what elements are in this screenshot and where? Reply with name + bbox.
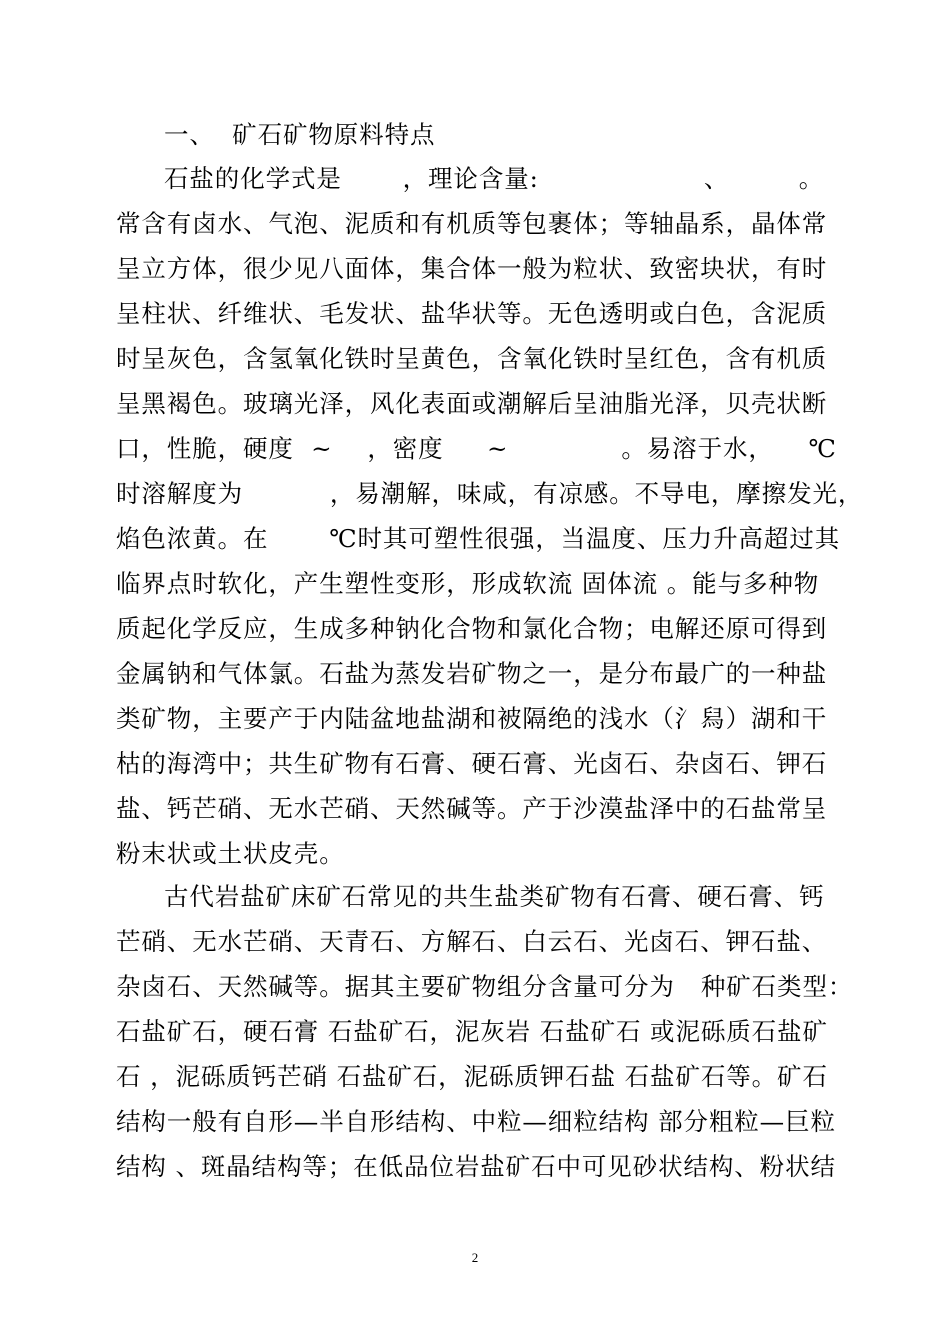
paragraph-1-line-7: 口，性脆，硬度 ~ ，密度 ~ 。易溶于水， ℃ xyxy=(116,434,837,463)
paragraph-1-line-1: 石盐的化学式是 ，理论含量: 、 。 xyxy=(164,164,825,193)
paragraph-2-line-6: 结构一般有自形—半自形结构、中粒—细粒结构 部分粗粒—巨粒 xyxy=(116,1107,836,1136)
paragraph-2-line-7: 结构 、斑晶结构等；在低品位岩盐矿石中可见砂状结构、粉状结 xyxy=(116,1152,836,1181)
paragraph-1-line-4: 呈柱状、纤维状、毛发状、盐华状等。无色透明或白色，含泥质 xyxy=(116,299,828,328)
paragraph-1-line-12: 金属钠和气体氯。石盐为蒸发岩矿物之一，是分布最广的一种盐 xyxy=(116,659,828,688)
paragraph-2-line-4: 石盐矿石，硬石膏 石盐矿石，泥灰岩 石盐矿石 或泥砾质石盐矿 xyxy=(116,1017,828,1046)
paragraph-1-line-16: 粉末状或土状皮壳。 xyxy=(116,839,345,868)
paragraph-1-line-2: 常含有卤水、气泡、泥质和有机质等包裹体；等轴晶系，晶体常 xyxy=(116,209,828,238)
paragraph-2-line-3: 杂卤石、天然碱等。据其主要矿物组分含量可分为 种矿石类型： xyxy=(116,972,854,1001)
paragraph-1-line-11: 质起化学反应，生成多种钠化合物和氯化合物；电解还原可得到 xyxy=(116,614,828,643)
section-heading: 一、 矿石矿物原料特点 xyxy=(164,120,436,149)
paragraph-1-line-6: 呈黑褐色。玻璃光泽，风化表面或潮解后呈油脂光泽，贝壳状断 xyxy=(116,389,828,418)
page-number: 2 xyxy=(471,1250,479,1265)
paragraph-2-line-1: 古代岩盐矿床矿石常见的共生盐类矿物有石膏、硬石膏、钙 xyxy=(164,882,825,911)
paragraph-1-line-15: 盐、钙芒硝、无水芒硝、天然碱等。产于沙漠盐泽中的石盐常呈 xyxy=(116,794,828,823)
paragraph-1-line-10: 临界点时软化，产生塑性变形，形成软流 固体流 。能与多种物 xyxy=(116,569,820,598)
paragraph-1-line-3: 呈立方体，很少见八面体，集合体一般为粒状、致密块状，有时 xyxy=(116,254,828,283)
paragraph-2-line-2: 芒硝、无水芒硝、天青石、方解石、白云石、光卤石、钾石盐、 xyxy=(116,927,828,956)
paragraph-1-line-5: 时呈灰色，含氢氧化铁时呈黄色，含氧化铁时呈红色，含有机质 xyxy=(116,344,828,373)
paragraph-1-line-8: 时溶解度为 ，易潮解，味咸，有凉感。不导电，摩擦发光， xyxy=(116,479,864,508)
paragraph-1-line-13: 类矿物，主要产于内陆盆地盐湖和被隔绝的浅水（氵舄）湖和干 xyxy=(116,704,828,733)
paragraph-1-line-9: 焰色浓黄。在 ℃时其可塑性很强，当温度、压力升高超过其 xyxy=(116,524,841,553)
paragraph-1-line-14: 枯的海湾中；共生矿物有石膏、硬石膏、光卤石、杂卤石、钾石 xyxy=(116,749,828,778)
paragraph-2-line-5: 石 ，泥砾质钙芒硝 石盐矿石，泥砾质钾石盐 石盐矿石等。矿石 xyxy=(116,1062,828,1091)
